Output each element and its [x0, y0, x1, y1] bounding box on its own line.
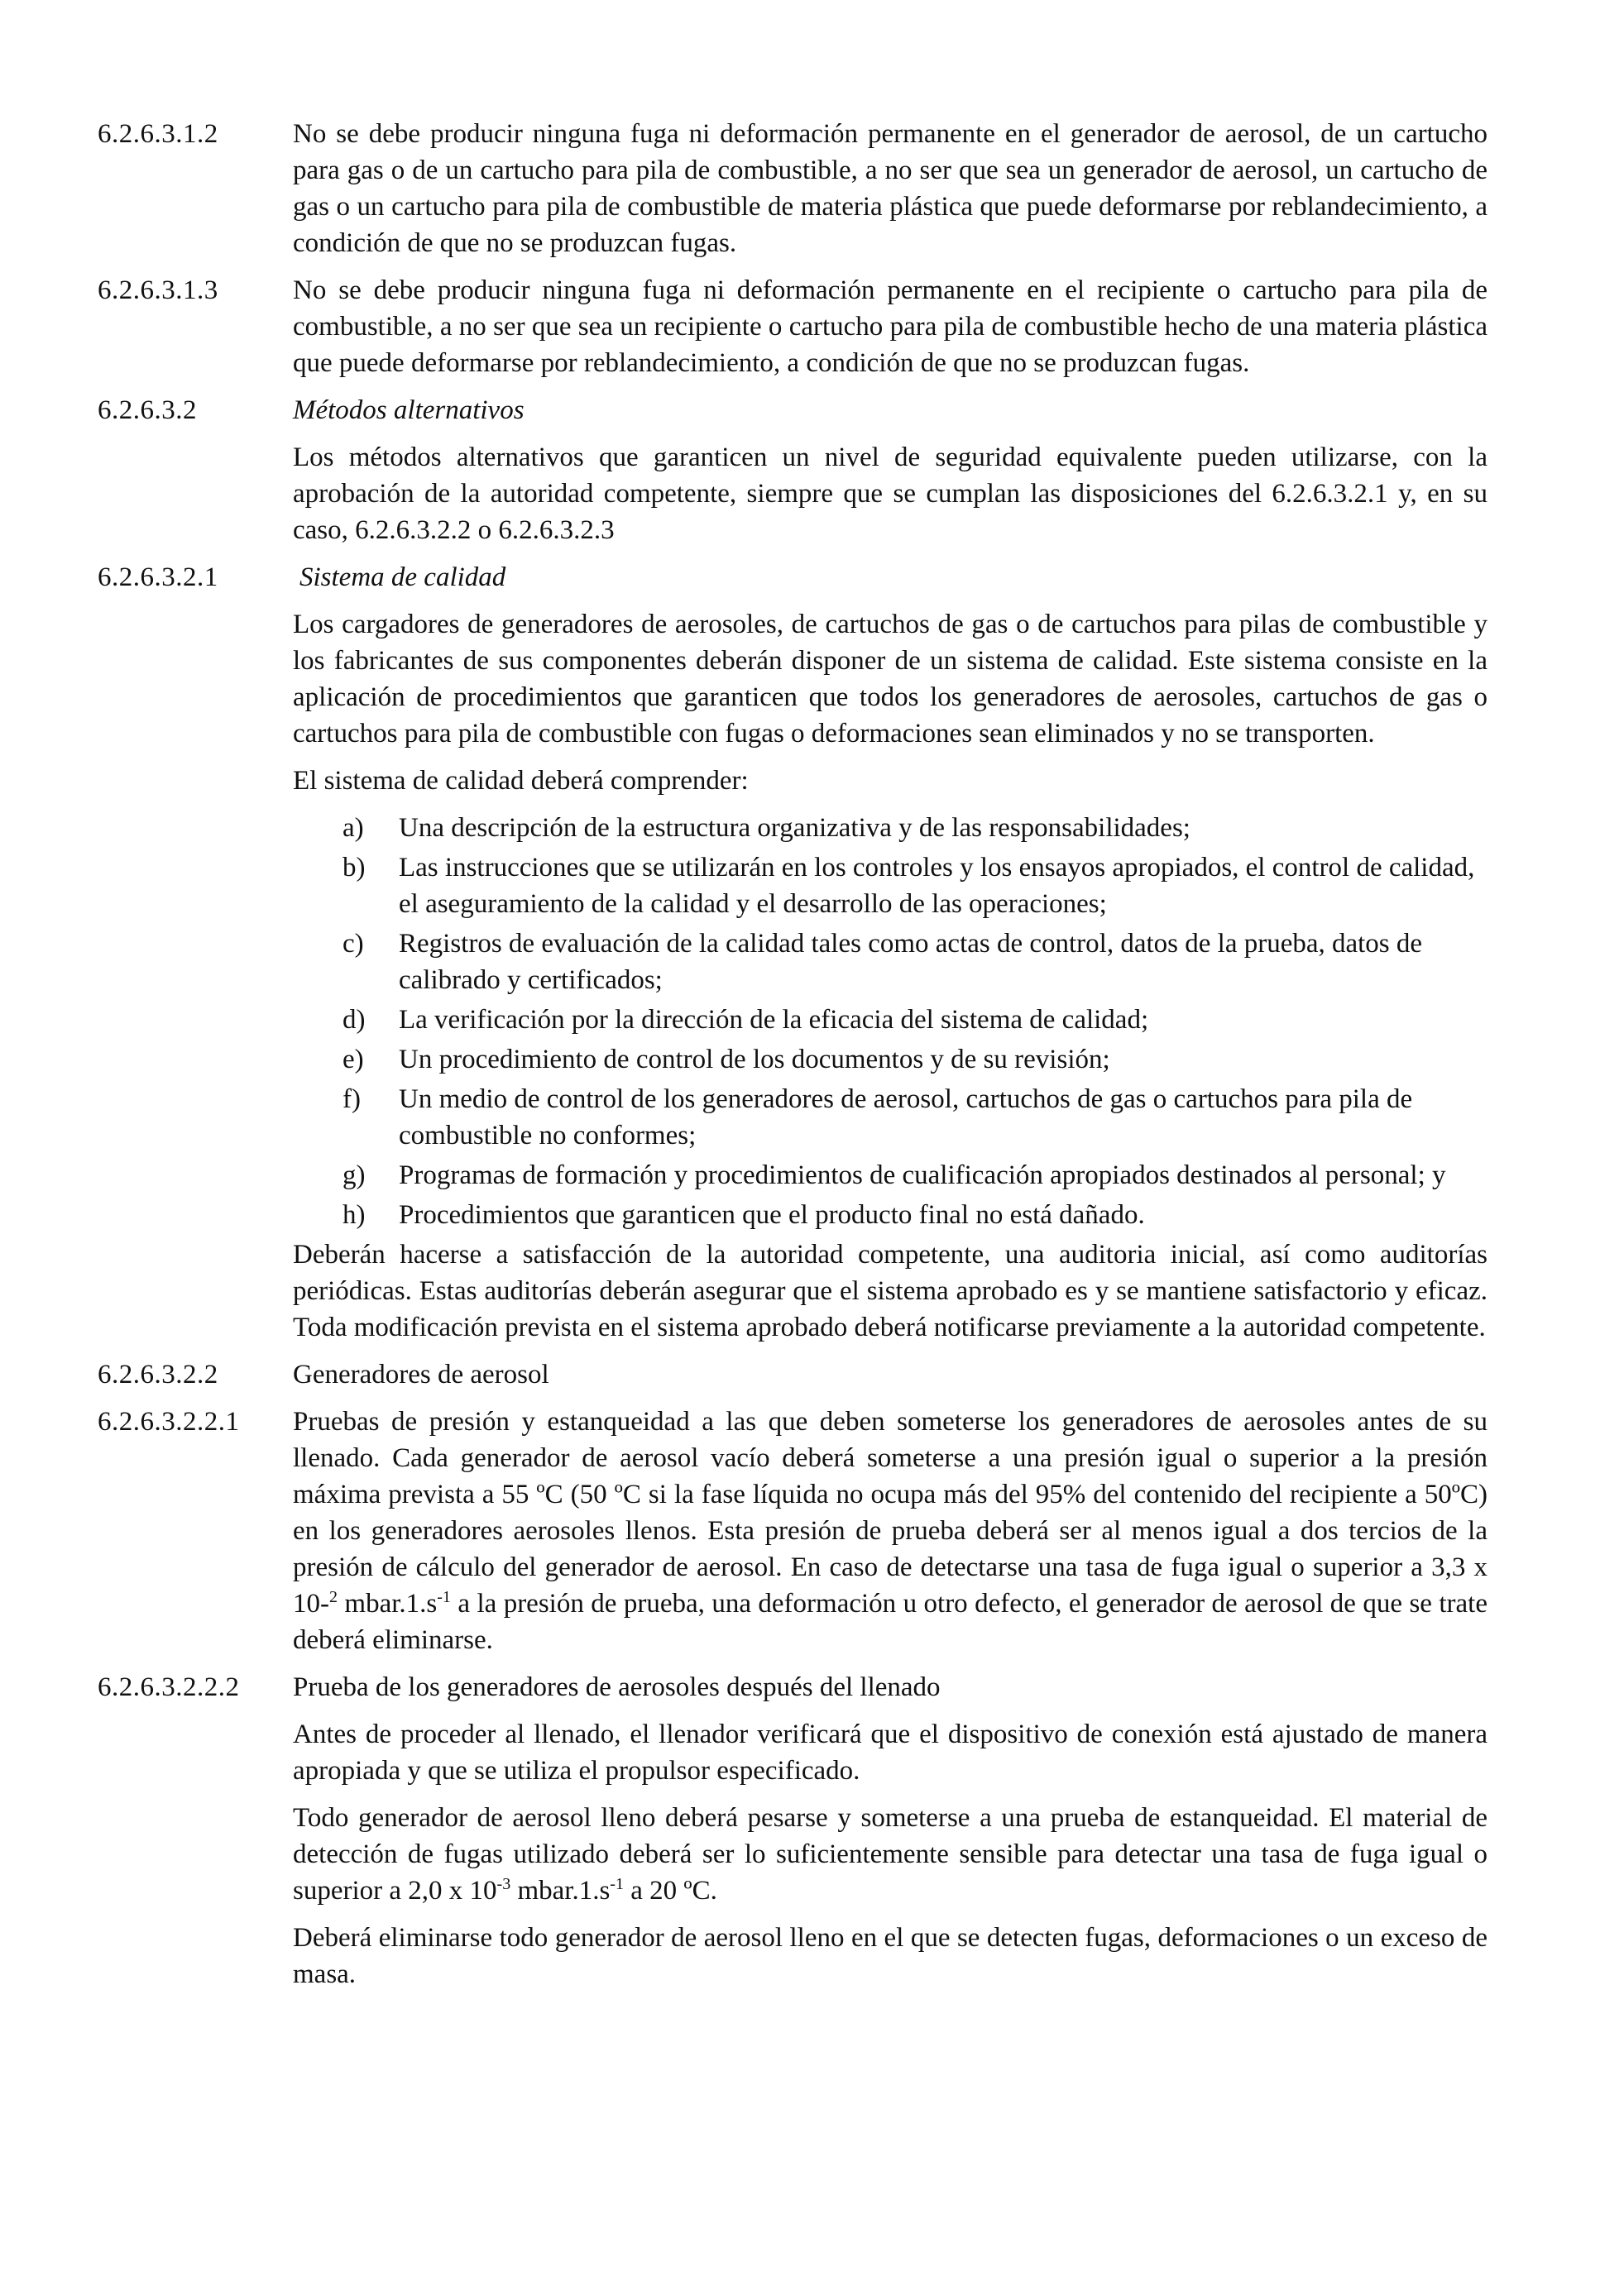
- superscript: 2: [329, 1588, 338, 1606]
- section-paragraph: Antes de proceder al llenado, el llenador verificará que el dispositivo de conexión está ajustado de manera apropiada y que se utiliza el propulsor especificado.: [293, 1720, 1487, 1786]
- section-6-2-6-3-2: [98, 392, 1487, 428]
- section-6-2-6-3-2-2-2: [98, 1669, 1487, 1705]
- section-paragraph: Los métodos alternativos que garanticen un nivel de seguridad equivalente pueden utilizarse, con la aprobación de la autoridad competente, siempre que se cumplan las disposiciones del 6.2.6.3.2.1 y, en su caso, 6.2.6.3.2.2 o 6.2.6.3.2.3: [293, 442, 1487, 545]
- quality-system-list: [293, 810, 1487, 1233]
- list-intro: El sistema de calidad deberá comprender:: [293, 766, 749, 796]
- list-item: [293, 926, 1487, 998]
- section-paragraph: Los cargadores de generadores de aerosoles, de cartuchos de gas o de cartuchos para pilas de combustible y los fabricantes de sus componentes deberán disponer de un sistema de calidad. Este sistema consiste en la aplicación de procedimientos que garanticen que todos los generadores de aerosoles, cartuchos de gas o cartuchos para pila de combustible con fugas o deformaciones sean eliminados y no se transporten.: [293, 610, 1487, 749]
- paragraph-text: mbar.1.s: [338, 1589, 438, 1619]
- document-body: [98, 116, 1487, 2003]
- list-marker: f): [343, 1084, 361, 1114]
- list-item-text: Las instrucciones que se utilizarán en los controles y los ensayos apropiados, el control de calidad, el aseguramiento de la calidad y el desarrollo de las operaciones;: [399, 853, 1475, 919]
- list-item: [293, 849, 1487, 922]
- list-marker: c): [343, 929, 364, 959]
- section-6-2-6-3-2-1: [98, 559, 1487, 596]
- section-number: 6.2.6.3.2.2: [98, 1360, 218, 1390]
- list-item-text: Registros de evaluación de la calidad tales como actas de control, datos de la prueba, datos de calibrado y certificados;: [399, 929, 1423, 995]
- section-paragraph: [293, 1800, 1487, 1909]
- list-item-text: Programas de formación y procedimientos de cualificación apropiados destinados al personal; y: [399, 1160, 1446, 1190]
- section-paragraph: No se debe producir ninguna fuga ni deformación permanente en el generador de aerosol, de un cartucho para gas o de un cartucho para pila de combustible, a no ser que sea un generador de aerosol, un cartucho de gas o un cartucho para pila de combustible de materia plástica que puede deformarse por reblandecimiento, a condición de que no se produzcan fugas.: [293, 119, 1487, 258]
- superscript: -1: [610, 1875, 624, 1893]
- superscript: -1: [437, 1588, 451, 1606]
- list-marker: h): [343, 1200, 366, 1230]
- paragraph-text: a la presión de prueba, una deformación u otro defecto, el generador de aerosol de que se trate deberá eliminarse.: [293, 1589, 1488, 1655]
- list-marker: a): [343, 813, 364, 843]
- paragraph-text: a 20 ºC.: [623, 1876, 717, 1906]
- paragraph-text: Todo generador de aerosol lleno deberá pesarse y someterse a una prueba de estanqueidad. El material de detección de fugas utilizado deberá ser lo suficientemente sensible para detectar una tasa de fuga igual o superior a 2,0 x 10: [293, 1803, 1487, 1906]
- list-item: [293, 1081, 1487, 1154]
- section-6-2-6-3-2-2: [98, 1356, 1487, 1393]
- section-number: 6.2.6.3.2.2.2: [98, 1672, 240, 1702]
- list-item: [293, 1041, 1487, 1078]
- list-item: [293, 1002, 1487, 1038]
- section-paragraph: Deberá eliminarse todo generador de aerosol lleno en el que se detecten fugas, deformaciones o un exceso de masa.: [293, 1923, 1487, 1989]
- section-title: Prueba de los generadores de aerosoles después del llenado: [293, 1672, 941, 1702]
- section-6-2-6-3-1-3: [98, 272, 1487, 381]
- section-title: Sistema de calidad: [299, 562, 506, 592]
- list-item-text: Un medio de control de los generadores de aerosol, cartuchos de gas o cartuchos para pila de combustible no conformes;: [399, 1084, 1413, 1150]
- superscript: -3: [496, 1875, 511, 1893]
- list-marker: e): [343, 1045, 364, 1074]
- paragraph-text: Pruebas de presión y estanqueidad a las que deben someterse los generadores de aerosoles antes de su llenado. Cada generador de aerosol vacío deberá someterse a una presión igual o superior a la presión máxima prevista a 55 ºC (50 ºC si la fase líquida no ocupa más del 95% del contenido del recipiente a 50ºC) en los generadores aerosoles llenos. Esta presión de prueba deberá ser al menos igual a dos tercios de la presión de cálculo del generador de aerosol. En caso de detectarse una tasa de fuga igual o superior a 3,3 x 10-: [293, 1407, 1487, 1619]
- section-number: 6.2.6.3.2.1: [98, 562, 218, 592]
- list-item-text: Procedimientos que garanticen que el producto final no está dañado.: [399, 1200, 1145, 1230]
- section-number: 6.2.6.3.2.2.1: [98, 1407, 240, 1437]
- list-marker: g): [343, 1160, 366, 1190]
- list-item: [293, 1197, 1487, 1233]
- list-item-text: Una descripción de la estructura organizativa y de las responsabilidades;: [399, 813, 1190, 843]
- section-title: Métodos alternativos: [293, 395, 525, 425]
- section-paragraph: No se debe producir ninguna fuga ni deformación permanente en el recipiente o cartucho para pila de combustible, a no ser que sea un recipiente o cartucho para pila de combustible hecho de una materia plástica que puede deformarse por reblandecimiento, a condición de que no se produzcan fugas.: [293, 275, 1487, 378]
- list-item-text: La verificación por la dirección de la eficacia del sistema de calidad;: [399, 1005, 1149, 1035]
- list-item-text: Un procedimiento de control de los documentos y de su revisión;: [399, 1045, 1110, 1074]
- section-6-2-6-3-1-2: [98, 116, 1487, 261]
- section-paragraph: [293, 1404, 1487, 1658]
- list-item: [293, 1157, 1487, 1193]
- section-paragraph: Deberán hacerse a satisfacción de la autoridad competente, una auditoria inicial, así como auditorías periódicas. Estas auditorías deberán asegurar que el sistema aprobado es y se mantiene satisfactorio y eficaz. Toda modificación prevista en el sistema aprobado deberá notificarse previamente a la autoridad competente.: [293, 1240, 1487, 1342]
- section-number: 6.2.6.3.1.2: [98, 119, 218, 149]
- paragraph-text: mbar.1.s: [510, 1876, 611, 1906]
- list-item: [293, 810, 1487, 846]
- section-number: 6.2.6.3.2: [98, 395, 197, 425]
- section-title: Generadores de aerosol: [293, 1360, 549, 1390]
- section-6-2-6-3-2-2-1: [98, 1404, 1487, 1658]
- list-marker: d): [343, 1005, 366, 1035]
- section-number: 6.2.6.3.1.3: [98, 275, 218, 305]
- list-marker: b): [343, 853, 366, 883]
